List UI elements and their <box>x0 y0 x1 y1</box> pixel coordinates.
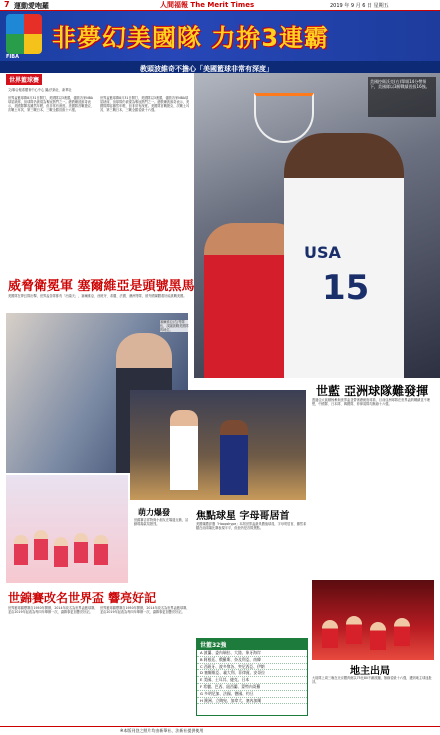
article-rename-body: 世界籃球錦標賽自1950年開辦，2014年改名為世界盃籃球賽，並由2019年起改為每四年舉辦一次，讓賽事更加響亮好記。 <box>8 606 98 615</box>
footer-note: ※本版刊登之照片均由新華社、法新社提供使用 <box>0 726 440 735</box>
fan-figure <box>346 616 362 644</box>
group-table <box>196 638 308 716</box>
kid-figure <box>54 537 68 567</box>
byline: 文/聯合報系體育中心中心 圖/法新社、新華社 <box>8 88 72 92</box>
mascot-caption: 世錦賽吉祥物與小朋友在場邊互動，活動現場氣氛熱烈。 <box>134 518 189 527</box>
table-row: A 波蘭、委內瑞拉、大陸、象牙海岸 <box>197 650 307 657</box>
group-table-title: 世籃32強 <box>197 639 307 650</box>
main-headline: 非夢幻美國隊 力拚3連霸 <box>52 24 330 52</box>
player-blue-figure <box>220 420 248 495</box>
article-main-body-col2: 世界盃籃球賽8月31日開打，美國隊以3連勝，儘管各家NBA球星缺席，但球隊仍被視為奪冠熱門之一。總教練波維奇表示，美國隊陣容雖然年輕，但非常有深度。美國隊首戰捷克、次戰土耳其、第三戰日本，三戰全勝晉級十六強。 <box>100 96 190 113</box>
page-number: 7 <box>4 0 10 9</box>
kids-photo <box>6 475 128 583</box>
headline-focus-player: 焦點球星 字母哥居首 <box>196 511 290 522</box>
game-photo <box>130 390 306 500</box>
usa-player-figure <box>284 133 404 378</box>
player-white-figure <box>170 410 198 490</box>
article-focus-body: 美國媒體評選「Hoopshype」本屆世界盃最具價值球員，字母哥居首，雖然希臘在前兩場比賽表現平平，但他仍是各隊焦點。 <box>196 522 307 531</box>
coach-photo-caption: 塞爾維亞(右)等隊伍，試圖挑戰美國隊的地位。 <box>160 320 189 333</box>
article-rename-body-col2: 世界籃球錦標賽自1950年開辦，2014年改名為世界盃籃球賽，並由2019年起改為每四年舉辦一次，讓賽事更加響亮好記。 <box>100 606 190 615</box>
table-row: F 希臘、巴西、紐西蘭、蒙特內哥羅 <box>197 684 307 691</box>
table-row: C 西班牙、波多黎各、突尼西亞、伊朗 <box>197 664 307 671</box>
fans-photo <box>312 580 434 660</box>
table-row: E 美國、土耳其、捷克、日本 <box>197 677 307 684</box>
main-photo-caption: 美國控衛沃克(右)單場14分帶領下，美國隊以3勝戰績晉級16強。 <box>368 77 436 117</box>
headline-asia: 世藍 亞洲球隊難發揮 <box>316 384 429 398</box>
table-row: D 塞爾維亞、義大利、菲律賓、安哥拉 <box>197 670 307 677</box>
article-serbia-body: 美國隊在夢幻隊出擊，世界盃各隊都有「出頭天」，塞爾維亞、西班牙、希臘、法國、澳洲等隊，被外國媒體看好能挑戰美國。 <box>8 294 187 298</box>
table-row: H 澳洲、立陶宛、加拿大、塞內加爾 <box>197 698 307 705</box>
headline-mascot: 萌力爆發 <box>138 508 170 517</box>
kid-figure <box>94 535 108 565</box>
kid-figure <box>34 530 48 560</box>
table-row: G 多明尼加、法國、德國、約旦 <box>197 691 307 698</box>
article-asia-body: 透過亞太區積極參與世界盃並帶著總統府球員，目前亞洲球隊在世界盃的戰績並不理想，中國隊、日本隊、韓國隊、菲律賓隊均無緣十六強。 <box>312 398 430 407</box>
issue-date: 2019 年 9 月 6 日 星期五 <box>330 3 389 9</box>
fans-body: 大陸隊上周三晚在北京體育館以75比80不敵波蘭，無緣晉級十六強，遭到地主球迷批評。 <box>312 676 432 685</box>
fan-figure <box>322 620 338 648</box>
section-tag: 世界籃球賽 <box>6 74 42 85</box>
article-main-body: 世界盃籃球賽8月31日開打，美國隊以3連勝，儘管各家NBA球星缺席，但球隊仍被視為奪冠熱門之一。總教練波維奇表示，美國隊陣容雖然年輕，但非常有深度。美國隊首戰捷克、次戰土耳其、第三戰日本，三戰全勝晉級十六強。 <box>8 96 95 113</box>
fan-figure <box>394 618 410 646</box>
masthead <box>0 0 440 11</box>
section-title: 運動愛咆羅 <box>14 2 49 10</box>
fiba-logo-icon <box>6 14 42 54</box>
subheadline: 教頭波維奇不擔心「美國籃球非常有深度」 <box>140 65 273 73</box>
kid-figure <box>14 535 28 565</box>
headline-fans: 地主出局 <box>350 666 390 677</box>
headline-rename: 世錦賽改名世界盃 響亮好記 <box>8 591 157 605</box>
jersey-number: 15 <box>322 268 370 308</box>
jersey-usa-text: USA <box>304 243 341 262</box>
fiba-label: FIBA <box>6 54 19 60</box>
newspaper-logo: 人間福報 The Merit Times <box>160 1 255 9</box>
fan-figure <box>370 622 386 650</box>
kid-figure <box>74 533 88 563</box>
headline-serbia: 威脅衛冕軍 塞爾維亞是頭號黑馬 <box>8 279 195 294</box>
basketball-hoop-icon <box>254 93 314 143</box>
table-row: B 阿根廷、俄羅斯、奈及利亞、南韓 <box>197 657 307 664</box>
main-photo <box>194 73 440 378</box>
